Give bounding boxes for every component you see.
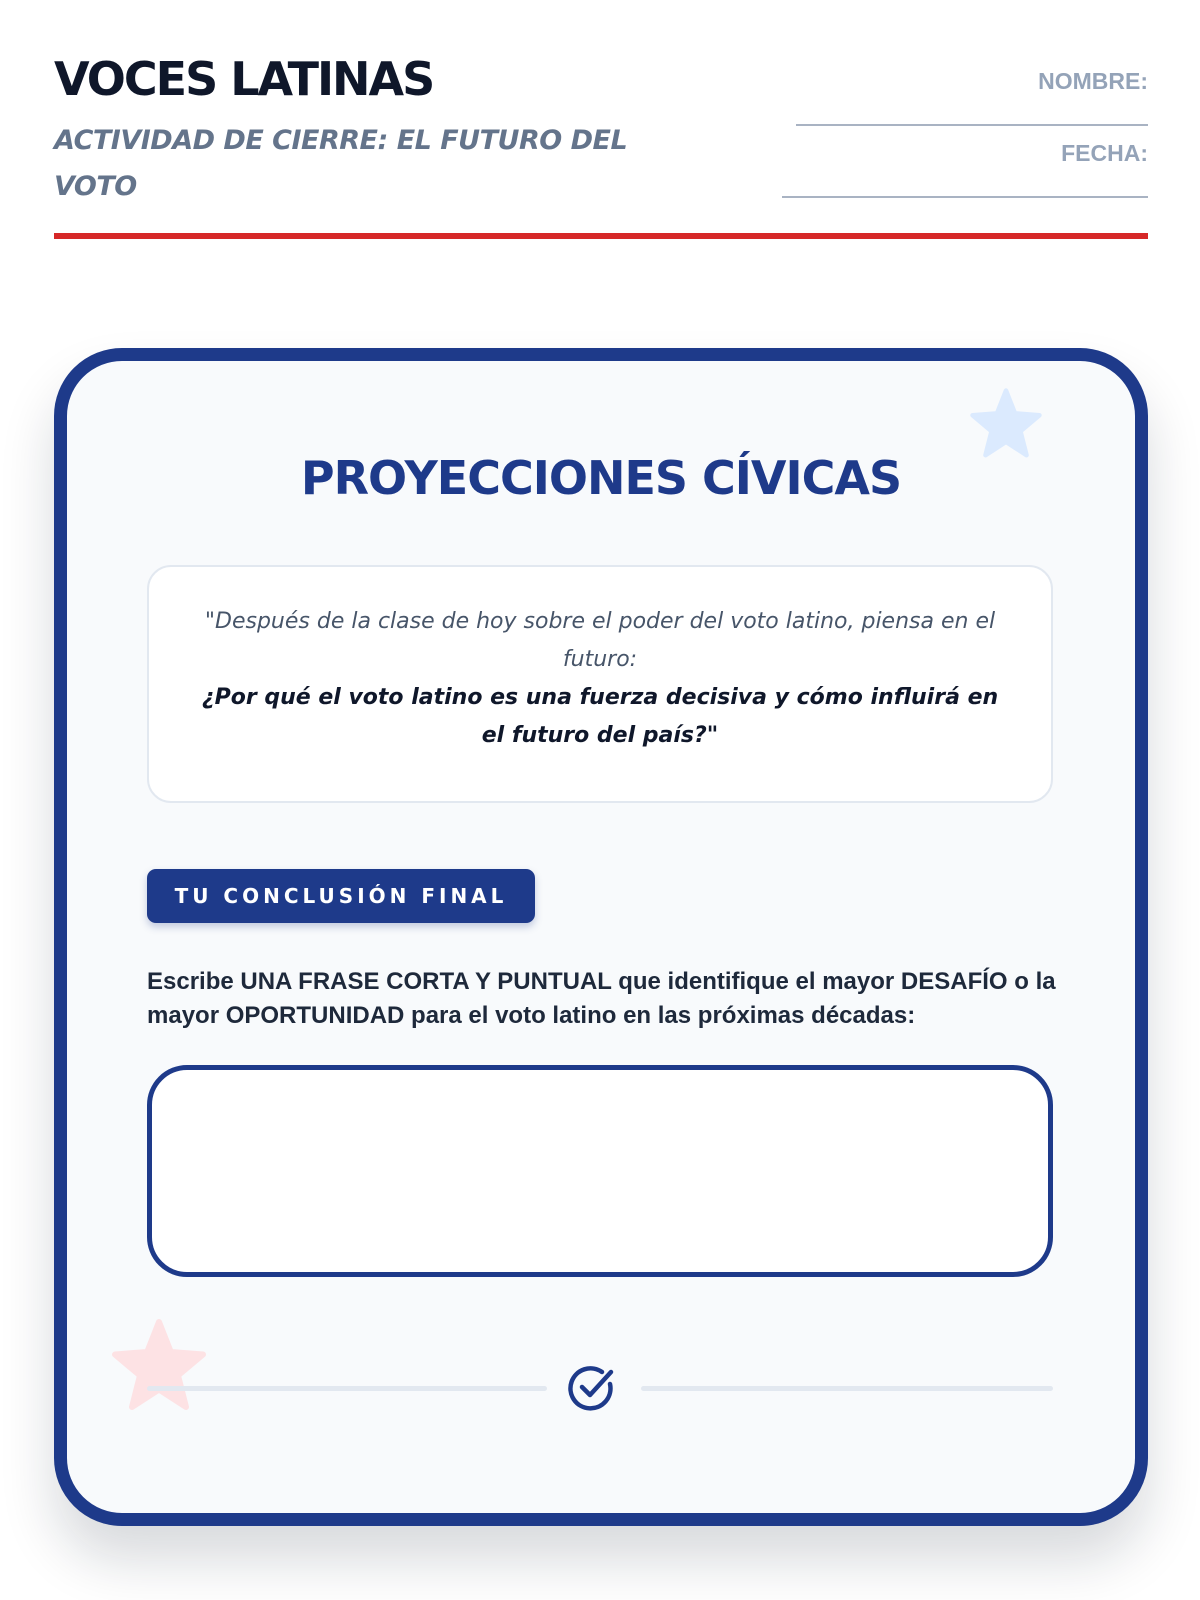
star-icon [109, 1317, 209, 1415]
activity-subtitle: ACTIVIDAD DE CIERRE: EL FUTURO DEL VOTO [54, 125, 628, 202]
header-divider [54, 233, 1148, 239]
name-line[interactable] [796, 124, 1148, 126]
instruction-text: Escribe UNA FRASE CORTA Y PUNTUAL que identifique el mayor DESAFÍO o la mayor OPORTUNIDAD para el voto latino en las próximas décadas: [147, 968, 1056, 1029]
activity-card [54, 348, 1148, 1526]
brand-title: VOCES LATINAS [54, 52, 434, 106]
worksheet-header [54, 52, 1148, 238]
check-circle-icon [566, 1362, 618, 1414]
date-line[interactable] [782, 196, 1148, 198]
card-title: PROYECCIONES CÍVICAS [300, 451, 902, 505]
quote-question: ¿Por qué el voto latino es una fuerza decisiva y cómo influirá en el futuro del país?" [201, 685, 999, 748]
conclusion-label-button[interactable]: TU CONCLUSIÓN FINAL [147, 869, 535, 923]
quote-intro: "Después de la clase de hoy sobre el poder del voto latino, piensa en el futuro: [204, 609, 996, 672]
answer-input[interactable] [147, 1065, 1053, 1277]
star-icon [968, 387, 1044, 461]
name-label: NOMBRE: [1038, 68, 1148, 94]
date-label: FECHA: [1061, 140, 1148, 166]
prompt-quote [147, 565, 1053, 803]
bottom-divider-right [641, 1386, 1053, 1391]
bottom-divider-left [147, 1386, 547, 1391]
